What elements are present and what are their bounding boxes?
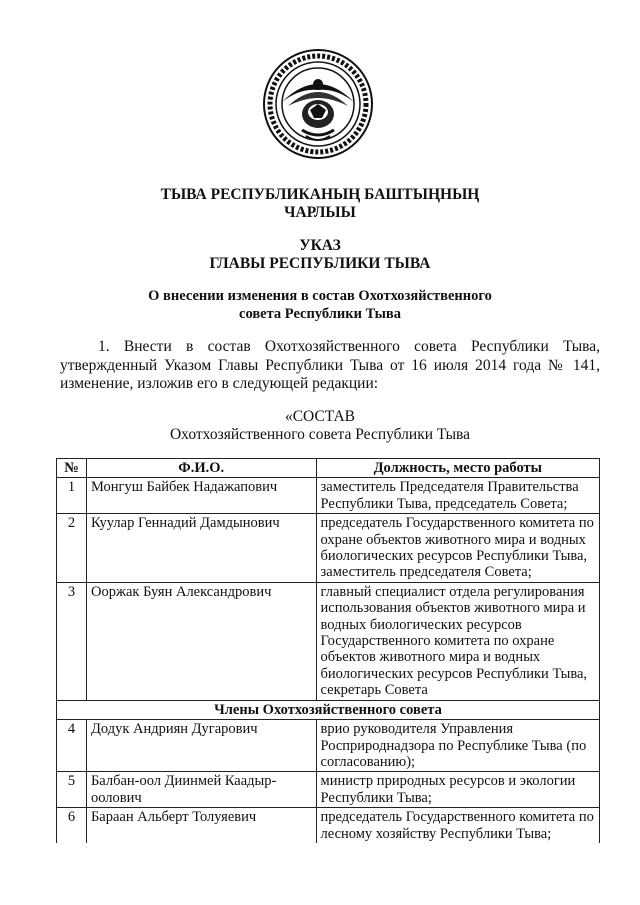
decree-subject-line1: О внесении изменения в состав Охотхозяйственного <box>148 288 492 304</box>
composition-table <box>56 458 600 843</box>
member-position: председатель Государственного комитета по лесному хозяйству Республики Тыва; <box>316 808 599 843</box>
member-name: Куулар Геннадий Дамдынович <box>86 514 316 583</box>
row-number: 3 <box>57 582 87 700</box>
column-header-name: Ф.И.О. <box>86 459 316 478</box>
row-number: 4 <box>57 720 87 772</box>
table-row <box>57 720 600 772</box>
row-number: 2 <box>57 514 87 583</box>
member-name: Монгуш Байбек Надажапович <box>86 478 316 514</box>
table-row <box>57 478 600 514</box>
decree-subject-line2: совета Республики Тыва <box>239 306 401 322</box>
table-row <box>57 772 600 808</box>
member-position: министр природных ресурсов и экологии Республики Тыва; <box>316 772 599 808</box>
row-number: 6 <box>57 808 87 843</box>
table-row <box>57 514 600 583</box>
member-position: главный специалист отдела регулирования использования объектов животного мира и водных биологических ресурсов Государственного комитета по охране объектов животного мира и водных биологических ресурсов Республики Тыва, секретарь Совета <box>316 582 599 700</box>
row-number: 5 <box>57 772 87 808</box>
tuva-coat-of-arms-icon <box>262 48 374 160</box>
tyva-heading-line2: ЧАРЛЫЫ <box>284 204 356 221</box>
member-name: Балбан-оол Диинмей Каадыр-оолович <box>86 772 316 808</box>
decree-paragraph <box>60 338 600 394</box>
member-name: Бараан Альберт Толуяевич <box>86 808 316 843</box>
paragraph-line: изменение, изложив его в следующей редакции: <box>60 375 379 392</box>
ukaz-subtitle: ГЛАВЫ РЕСПУБЛИКИ ТЫВА <box>209 255 431 272</box>
table-section-row <box>57 700 600 719</box>
column-header-number: № <box>57 459 87 478</box>
member-position: заместитель Председателя Правительства Республики Тыва, председатель Совета; <box>316 478 599 514</box>
ukaz-title: УКАЗ <box>299 237 341 254</box>
paragraph-line: 1. Внести в состав Охотхозяйственного совета Республики Тыва, <box>98 338 600 355</box>
decree-subject <box>0 287 640 323</box>
composition-heading <box>0 408 640 444</box>
member-position: врио руководителя Управления Росприроднадзора по Республике Тыва (по согласованию); <box>316 720 599 772</box>
row-number: 1 <box>57 478 87 514</box>
paragraph-line: утвержденный Указом Главы Республики Тыва от 16 июля 2014 года № 141, <box>60 356 600 374</box>
tyva-heading-line1: ТЫВА РЕСПУБЛИКАНЫҢ БАШТЫҢНЫҢ <box>160 186 480 203</box>
member-name: Додук Андриян Дугарович <box>86 720 316 772</box>
member-name: Ооржак Буян Александрович <box>86 582 316 700</box>
member-position: председатель Государственного комитета по охране объектов животного мира и водных биологических ресурсов Республики Тыва, заместитель председателя Совета; <box>316 514 599 583</box>
column-header-position: Должность, место работы <box>316 459 599 478</box>
table-row <box>57 582 600 700</box>
composition-subtitle: Охотхозяйственного совета Республики Тыва <box>169 426 471 443</box>
table-header-row <box>57 459 600 478</box>
table-row <box>57 808 600 843</box>
tyva-heading <box>0 186 640 222</box>
composition-title: «СОСТАВ <box>284 408 356 425</box>
ukaz-heading <box>0 237 640 273</box>
section-title: Члены Охотхозяйственного совета <box>57 700 600 719</box>
